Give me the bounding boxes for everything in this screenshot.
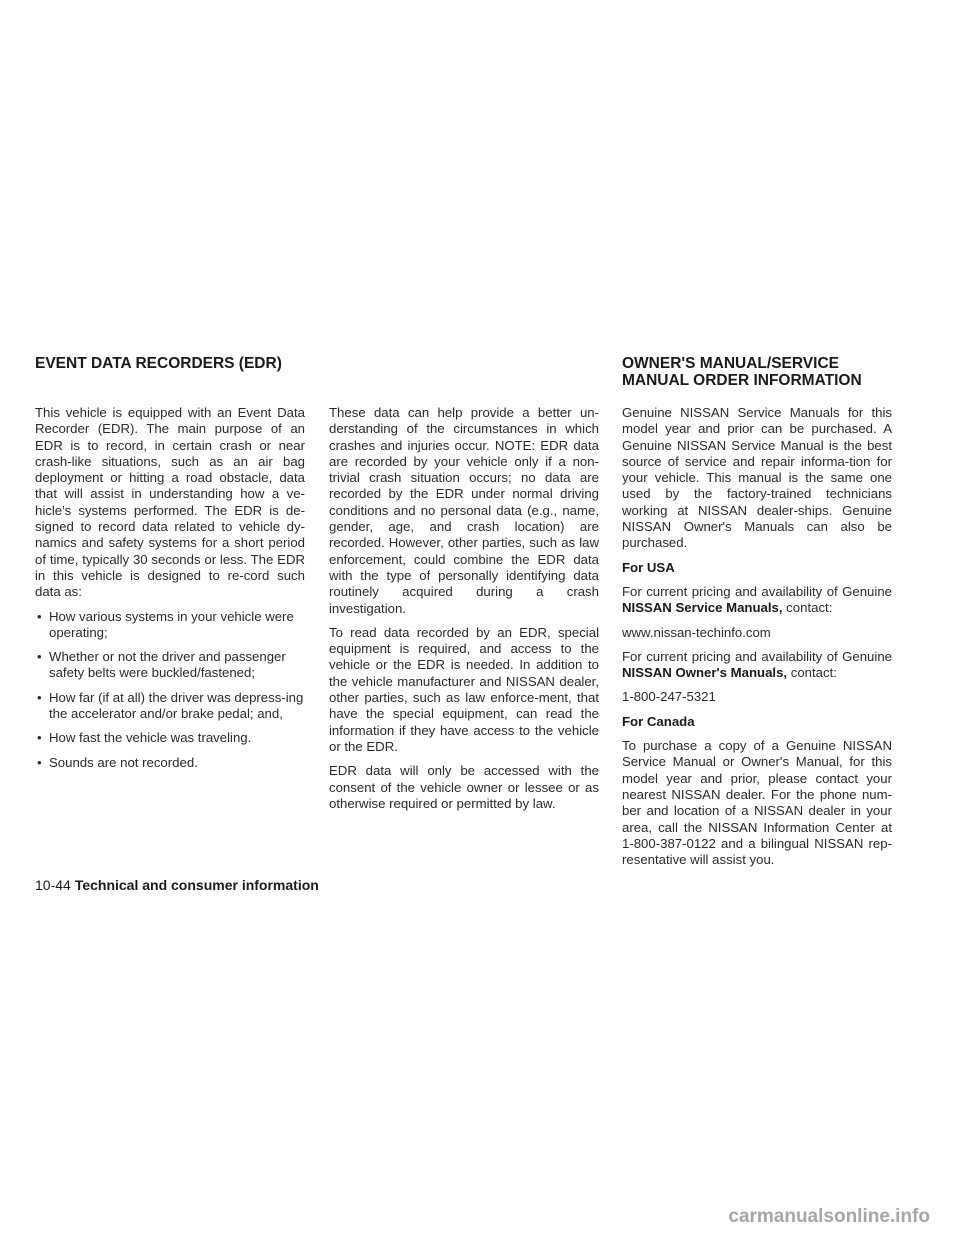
usa-owner-manual-paragraph	[622, 649, 892, 682]
edr-list-item: • How various systems in your vehicle were operating;	[35, 609, 305, 642]
edr-data-list	[35, 609, 305, 771]
canada-subheading: For Canada	[622, 713, 695, 729]
usa-owner-contact-text: contact:	[787, 665, 837, 681]
usa-service-manual-paragraph	[622, 584, 892, 617]
usa-owner-phone: 1-800-247-5321	[622, 689, 716, 705]
service-manuals-label: NISSAN Service Manuals,	[622, 600, 783, 616]
edr-intro-paragraph: This vehicle is equipped with an Event Data Recorder (EDR). The main purpose of an EDR is to record, in certain crash or near crash-like situations, such as an air bag deployment or hitting a road obstacle, data that will assist in understanding how a ve-hicle's systems performed. The EDR is de-signed to record data related to vehicle dy-namics and safety systems for a short period of time, typically 30 seconds or less. The EDR in this vehicle is designed to re-cord such data as:	[35, 405, 305, 600]
usa-subheading: For USA	[622, 559, 675, 575]
usa-owner-text: For current pricing and availability of Genuine	[622, 648, 892, 664]
column-manual-order	[622, 405, 892, 876]
edr-access-paragraph: To read data recorded by an EDR, special equipment is required, and access to the vehicle or the EDR is needed. In addition to the vehicle manufacturer and NISSAN dealer, other parties, such as law enforce-ment, that have the special equipment, can read the information if they have access to the vehicle or the EDR.	[329, 624, 599, 754]
page-number: 10-44	[35, 877, 71, 893]
manual-order-section-heading	[622, 355, 942, 389]
edr-list-item: • Whether or not the driver and passenger safety belts were buckled/fastened;	[35, 649, 305, 682]
page-footer	[35, 877, 319, 894]
techinfo-url[interactable]: www.nissan-techinfo.com	[622, 624, 771, 640]
manual-heading-line-2: MANUAL ORDER INFORMATION	[622, 372, 862, 389]
usa-service-text: For current pricing and availability of Genuine	[622, 583, 892, 599]
column-edr-details	[329, 405, 599, 820]
edr-list-item: • How far (if at all) the driver was depress-ing the accelerator and/or brake pedal; and,	[35, 690, 305, 723]
usa-service-contact-text: contact:	[782, 600, 833, 616]
manual-heading-line-1: OWNER'S MANUAL/SERVICE	[622, 355, 839, 372]
edr-consent-paragraph: EDR data will only be accessed with the consent of the vehicle owner or lessee or as otherwise required or permitted by law.	[329, 763, 599, 811]
watermark-text: carmanualsonline.info	[728, 1206, 930, 1227]
column-edr-intro	[35, 405, 305, 779]
owners-manuals-label: NISSAN Owner's Manuals,	[622, 665, 788, 681]
section-title: Technical and consumer information	[74, 877, 319, 893]
edr-list-item: • How fast the vehicle was traveling.	[35, 730, 305, 746]
edr-list-item: • Sounds are not recorded.	[35, 755, 305, 771]
manual-intro-paragraph: Genuine NISSAN Service Manuals for this model year and prior can be purchased. A Genuine NISSAN Service Manual is the best source of service and repair informa-tion for your vehicle. This manual is the same one used by the factory-trained technicians working at NISSAN dealer-ships. Genuine NISSAN Owner's Manuals can also be purchased.	[622, 405, 892, 551]
edr-understanding-paragraph: These data can help provide a better un-derstanding of the circumstances in which crashes and injuries occur. NOTE: EDR data are recorded by your vehicle only if a non-trivial crash situation occurs; no data are recorded by the EDR under normal driving conditions and no personal data (e.g., name, gender, age, and crash location) are recorded. However, other parties, such as law enforcement, could combine the EDR data with the type of personally identifying data routinely acquired during a crash investigation.	[329, 405, 599, 616]
canada-paragraph: To purchase a copy of a Genuine NISSAN Service Manual or Owner's Manual, for this model year and prior, please contact your nearest NISSAN dealer. For the phone num-ber and location of a NISSAN dealer in your area, call the NISSAN Information Center at 1-800-387-0122 and a bilingual NISSAN rep-resentative will assist you.	[622, 738, 892, 868]
edr-section-heading: EVENT DATA RECORDERS (EDR)	[35, 355, 282, 372]
